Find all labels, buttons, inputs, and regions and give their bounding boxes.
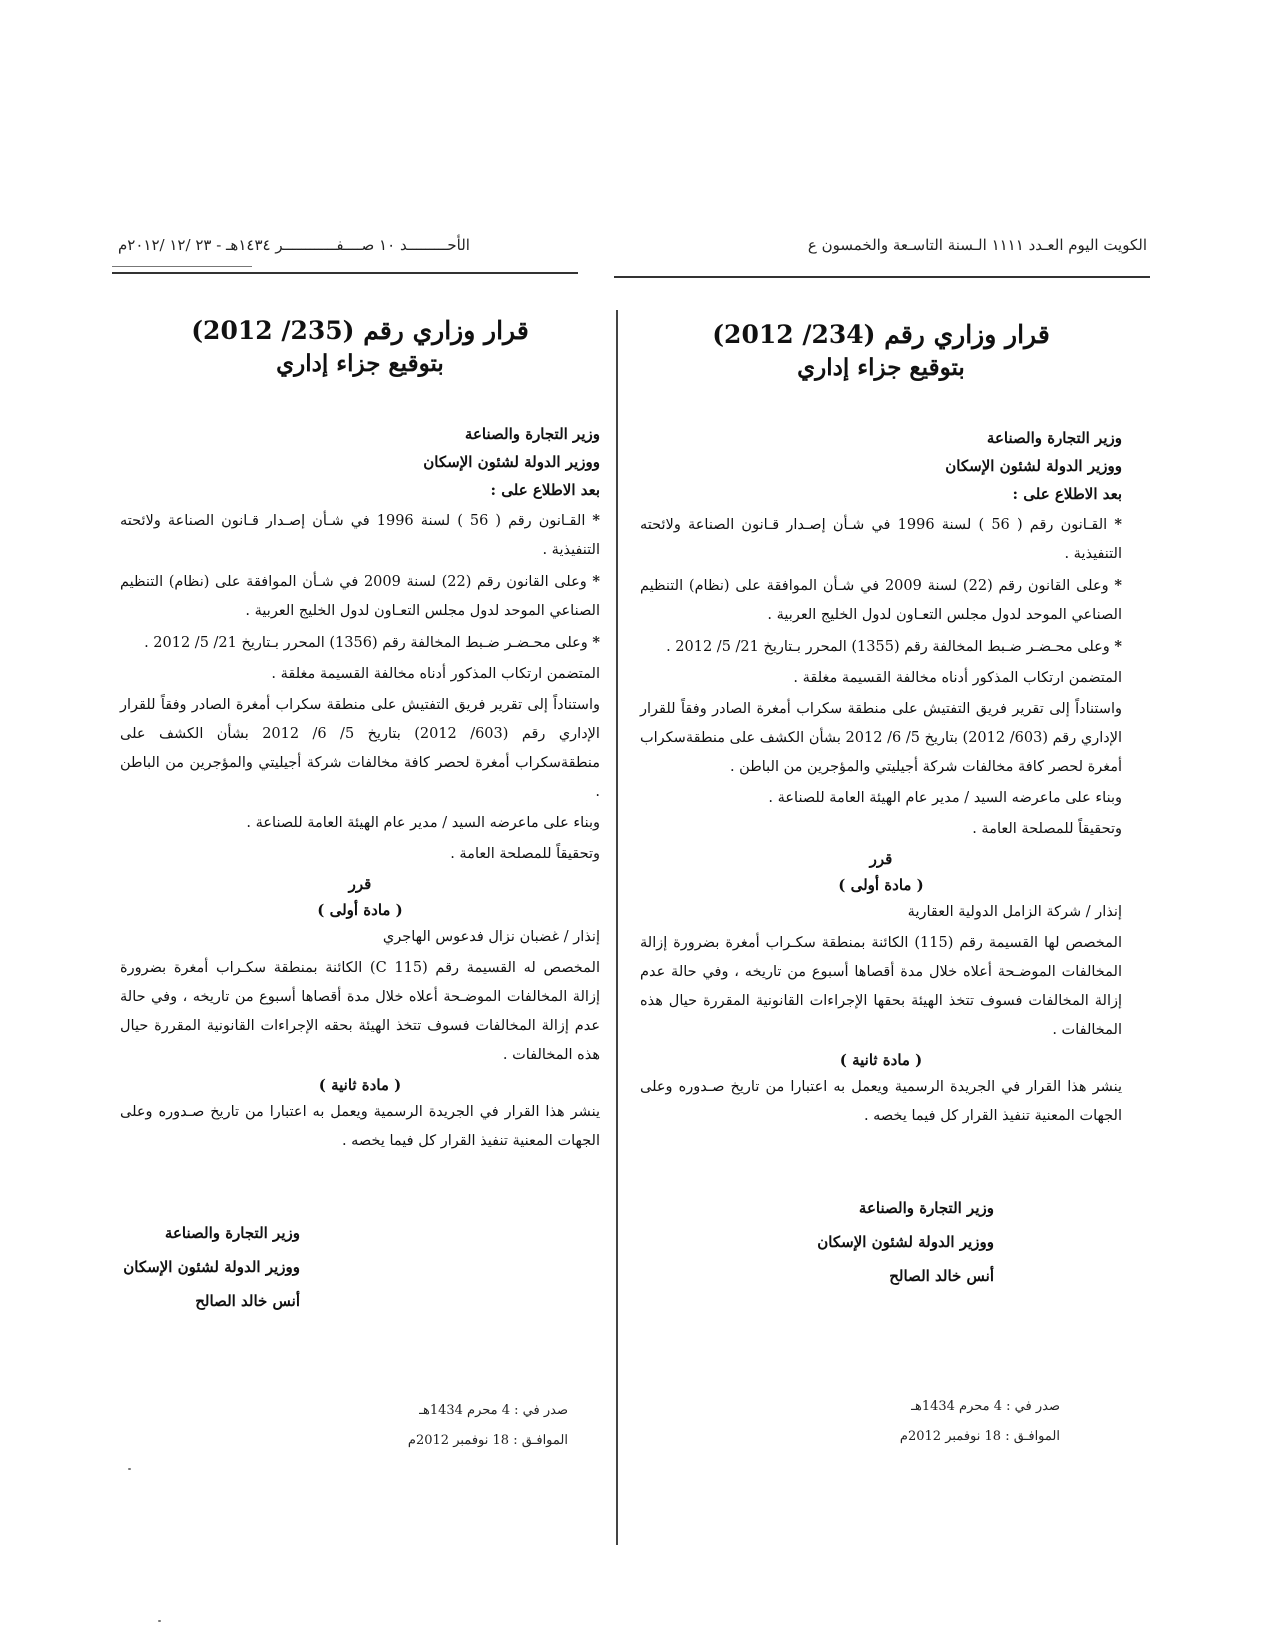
- decision-subtitle: بتوقيع جزاء إداري: [797, 354, 965, 381]
- recital-text: القـانون رقم ( 56 ) لسنة 1996 في شـأن إصـدار قـانون الصناعة ولائحته التنفيذية .: [120, 513, 600, 558]
- recital-violation-report: [640, 632, 1122, 662]
- recital-text: وعلى القانون رقم (22) لسنة 2009 في شـأن الموافقة على (نظام) التنظيم الصناعي الموحد لدول مجلس التعـاون لدول الخليج العربية .: [640, 578, 1122, 623]
- scan-speck: [128, 1468, 131, 1470]
- star-bullet: *: [592, 634, 600, 651]
- recital-law-56: [640, 510, 1122, 569]
- minister-title-housing: ووزير الدولة لشئون الإسكان: [423, 453, 600, 471]
- article-one-heading: ( مادة أولى ): [838, 876, 924, 894]
- inspection-basis: واستناداً إلى تقرير فريق التفتيش على منطقة سكراب أمغرة الصادر وفقاً للقرار الإداري رقم (603/ 2012) بتاريخ 5/ 6/ 2012 بشأن الكشف على منطقةسكراب أمغرة لحصر كافة مخالفات شركة أجيليتي والمؤجرين من الباطن .: [120, 697, 600, 800]
- signature-name: أنس خالد الصالح: [195, 1292, 300, 1310]
- public-interest: وتحقيقاً للمصلحة العامة .: [972, 821, 1122, 837]
- decision-234-column: [640, 318, 1122, 1293]
- scan-speck: [158, 1620, 161, 1622]
- header-rule-left-thin: [112, 266, 252, 267]
- recital-text: وعلى محـضـر ضـبط المخالفة رقم (1356) المحرر بـتاريخ 21/ 5/ 2012 .: [144, 635, 588, 651]
- issue-date-gregorian: الموافـق : 18 نوفمبر 2012م: [899, 1429, 1060, 1444]
- article-one-heading: ( مادة أولى ): [317, 901, 403, 919]
- recital-text: وعلى القانون رقم (22) لسنة 2009 في شـأن الموافقة على (نظام) التنظيم الصناعي الموحد لدول مجلس التعـاون لدول الخليج العربية .: [120, 574, 600, 619]
- director-proposal: وبناء على ماعرضه السيد / مدير عام الهيئة العامة للصناعة .: [768, 790, 1122, 806]
- decision-subtitle: بتوقيع جزاء إداري: [276, 350, 444, 377]
- page-header-right: الكويت اليوم العـدد ١١١١ الـسنة التاسـعة والخمسون ع: [807, 236, 1147, 254]
- signature-title: وزير التجارة والصناعة: [164, 1224, 300, 1242]
- header-rule-left: [112, 272, 578, 274]
- warning-recipient: إنذار / غضبان نزال فدعوس الهاجري: [382, 929, 600, 945]
- signature-name: أنس خالد الصالح: [889, 1267, 994, 1285]
- article-one-text: المخصص لها القسيمة رقم (115) الكائنة بمنطقة سكـراب أمغرة بضرورة إزالة المخالفات الموضـحة أعلاه خلال مدة أقصاها أسبوع من تاريخه ، وفي حالة عدم إزالة المخالفات فسوف تتخذ الهيئة بحقها الإجراءات القانونية المقررة حيال هذه المخالفات .: [640, 935, 1122, 1038]
- signature-title-housing: ووزير الدولة لشئون الإسكان: [817, 1233, 994, 1251]
- star-bullet: *: [592, 573, 600, 590]
- recital-law-22: [120, 567, 600, 626]
- star-bullet: *: [1114, 516, 1122, 533]
- decided-heading: قرر: [869, 850, 893, 868]
- article-one-text: المخصص له القسيمة رقم (115 C) الكائنة بمنطقة سكـراب أمغرة بضرورة إزالة المخالفات الموضـحة أعلاه خلال مدة أقصاها أسبوع من تاريخه ، وفي حالة عدم إزالة المخالفات فسوف تتخذ الهيئة بحقه الإجراءات القانونية المقررة حيال هذه المخالفات .: [120, 960, 600, 1063]
- decided-heading: قرر: [348, 875, 372, 893]
- decision-title: قرار وزاري رقم (234/ 2012): [712, 320, 1050, 349]
- star-bullet: *: [592, 512, 600, 529]
- article-two-text: ينشر هذا القرار في الجريدة الرسمية ويعمل به اعتبارا من تاريخ صـدوره وعلى الجهات المعنية تنفيذ القرار كل فيما يخصه .: [120, 1104, 600, 1149]
- minister-title: وزير التجارة والصناعة: [986, 429, 1122, 447]
- column-divider: [616, 310, 618, 1545]
- decision-234-dates: [840, 1392, 1060, 1452]
- recital-text: وعلى محـضـر ضـبط المخالفة رقم (1355) المحرر بـتاريخ 21/ 5/ 2012 .: [666, 639, 1110, 655]
- header-rule-right: [614, 276, 1150, 278]
- after-review-heading: بعد الاطلاع على :: [490, 481, 600, 499]
- article-two-text: ينشر هذا القرار في الجريدة الرسمية ويعمل به اعتبارا من تاريخ صـدوره وعلى الجهات المعنية تنفيذ القرار كل فيما يخصه .: [640, 1079, 1122, 1124]
- signature-title: وزير التجارة والصناعة: [858, 1199, 994, 1217]
- issue-date-hijri: صدر في : 4 محرم 1434هـ: [911, 1399, 1060, 1414]
- decision-235-dates: [340, 1396, 568, 1456]
- decision-title: قرار وزاري رقم (235/ 2012): [191, 316, 529, 345]
- signature-title-housing: ووزير الدولة لشئون الإسكان: [123, 1258, 300, 1276]
- issue-date-hijri: صدر في : 4 محرم 1434هـ: [419, 1403, 568, 1418]
- public-interest: وتحقيقاً للمصلحة العامة .: [450, 846, 600, 862]
- violation-description: المتضمن ارتكاب المذكور أدناه مخالفة القسيمة مغلقة .: [271, 666, 600, 682]
- article-two-heading: ( مادة ثانية ): [839, 1051, 923, 1069]
- after-review-heading: بعد الاطلاع على :: [1012, 485, 1122, 503]
- violation-description: المتضمن ارتكاب المذكور أدناه مخالفة القسيمة مغلقة .: [793, 670, 1122, 686]
- star-bullet: *: [1114, 577, 1122, 594]
- recital-law-56: [120, 506, 600, 565]
- issue-date-gregorian: الموافـق : 18 نوفمبر 2012م: [407, 1433, 568, 1448]
- minister-title: وزير التجارة والصناعة: [464, 425, 600, 443]
- recital-law-22: [640, 571, 1122, 630]
- signature-block: [120, 1216, 300, 1318]
- page-header-left: الأحـــــــــد ١٠ صــــفــــــــــــر ١٤٣٤هـ - ٢٣ /١٢ /٢٠١٢م: [118, 236, 470, 254]
- signature-block: [640, 1191, 1122, 1293]
- star-bullet: *: [1114, 638, 1122, 655]
- inspection-basis: واستناداً إلى تقرير فريق التفتيش على منطقة سكراب أمغرة الصادر وفقاً للقرار الإداري رقم (603/ 2012) بتاريخ 5/ 6/ 2012 بشأن الكشف على منطقةسكراب أمغرة لحصر كافة مخالفات شركة أجيليتي والمؤجرين من الباطن .: [640, 701, 1123, 775]
- recital-text: القـانون رقم ( 56 ) لسنة 1996 في شـأن إصـدار قـانون الصناعة ولائحته التنفيذية .: [640, 517, 1122, 562]
- recital-violation-report: [120, 628, 600, 658]
- warning-recipient: إنذار / شركة الزامل الدولية العقارية: [907, 904, 1122, 920]
- decision-235-column: [120, 314, 600, 1318]
- minister-title-housing: ووزير الدولة لشئون الإسكان: [945, 457, 1122, 475]
- article-two-heading: ( مادة ثانية ): [318, 1076, 402, 1094]
- director-proposal: وبناء على ماعرضه السيد / مدير عام الهيئة العامة للصناعة .: [246, 815, 600, 831]
